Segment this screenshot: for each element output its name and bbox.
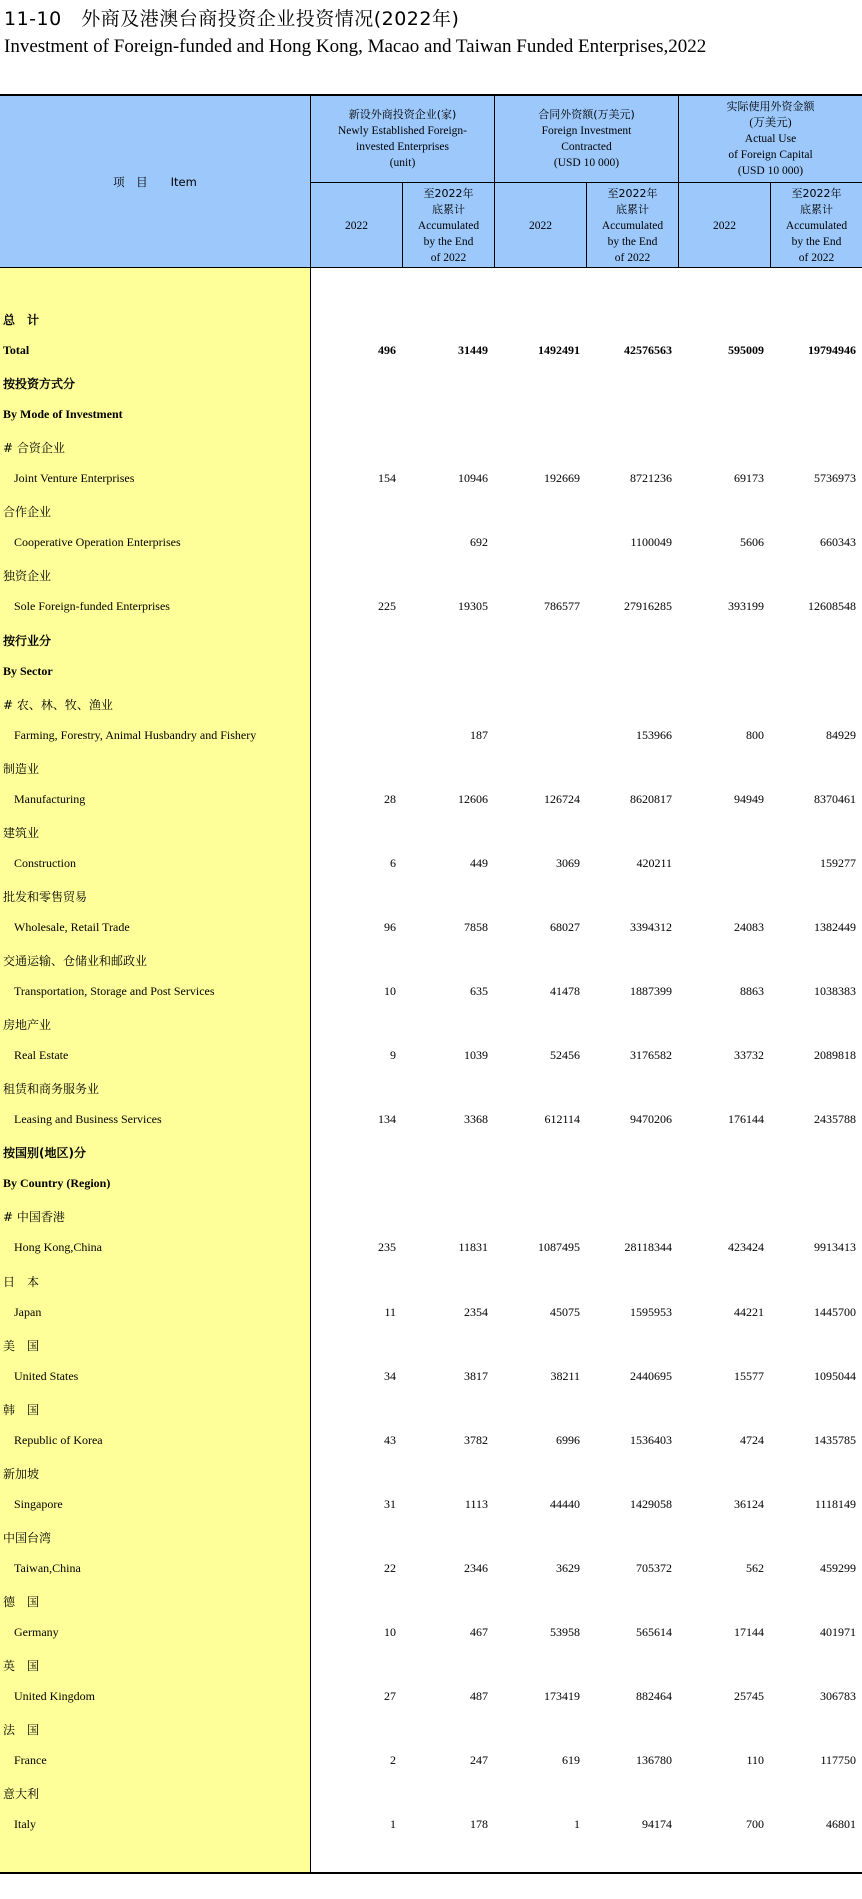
cell-value: 126724 bbox=[544, 792, 580, 806]
cell-value: 154 bbox=[378, 471, 396, 485]
row-label: 按行业分 bbox=[3, 634, 52, 648]
row-label: Transportation, Storage and Post Services bbox=[14, 984, 215, 998]
cell-value: 1536403 bbox=[630, 1433, 672, 1447]
row-label: 日 本 bbox=[3, 1275, 40, 1289]
row-label: Singapore bbox=[14, 1497, 63, 1511]
cell-value: 700 bbox=[746, 1817, 764, 1831]
cell-value: 34 bbox=[384, 1369, 396, 1383]
cell-value: 41478 bbox=[550, 984, 580, 998]
cell-value: 4724 bbox=[740, 1433, 764, 1447]
header-text: (USD 10 000) bbox=[737, 165, 804, 177]
header-year-col1: 2022 bbox=[311, 183, 402, 268]
cell-value: 27916285 bbox=[624, 599, 672, 613]
cell-value: 1445700 bbox=[814, 1305, 856, 1319]
row-label: 法 国 bbox=[3, 1723, 40, 1737]
cell-value: 786577 bbox=[544, 599, 580, 613]
cell-value: 247 bbox=[470, 1753, 488, 1767]
header-text: of 2022 bbox=[614, 251, 651, 264]
header-text: invested Enterprises bbox=[356, 141, 449, 153]
cell-value: 44221 bbox=[734, 1305, 764, 1319]
row-label: Sole Foreign-funded Enterprises bbox=[14, 599, 170, 613]
cell-value: 692 bbox=[470, 535, 488, 549]
row-label: France bbox=[14, 1753, 47, 1767]
cell-value: 800 bbox=[746, 728, 764, 742]
cell-value: 235 bbox=[378, 1240, 396, 1254]
header-text: 新设外商投资企业(家) bbox=[348, 108, 457, 121]
row-label: Leasing and Business Services bbox=[14, 1112, 162, 1126]
cell-value: 1435785 bbox=[814, 1433, 856, 1447]
header-text: 底累计 bbox=[616, 202, 649, 216]
cell-value: 38211 bbox=[550, 1369, 580, 1383]
cell-value: 3394312 bbox=[630, 920, 672, 934]
cell-value: 96 bbox=[384, 920, 396, 934]
header-accum-col4 bbox=[587, 183, 678, 268]
cell-value: 15577 bbox=[734, 1369, 764, 1383]
row-label: Wholesale, Retail Trade bbox=[14, 920, 130, 934]
cell-value: 9470206 bbox=[630, 1112, 672, 1126]
header-text: Actual Use bbox=[744, 133, 797, 145]
cell-value: 225 bbox=[378, 599, 396, 613]
cell-value: 19794946 bbox=[808, 343, 856, 357]
cell-value: 12608548 bbox=[808, 599, 856, 613]
header-text: 至2022年 bbox=[607, 186, 658, 200]
header-text: Accumulated bbox=[601, 219, 664, 232]
header-accum-col6 bbox=[771, 183, 862, 268]
cell-value: 467 bbox=[470, 1625, 488, 1639]
cell-value: 619 bbox=[562, 1753, 580, 1767]
cell-value: 31449 bbox=[458, 343, 488, 357]
header-group-actual-use bbox=[679, 96, 862, 182]
cell-value: 449 bbox=[470, 856, 488, 870]
header-accum-col2 bbox=[403, 183, 494, 268]
cell-value: 1039 bbox=[464, 1048, 488, 1062]
cell-value: 705372 bbox=[636, 1561, 672, 1575]
cell-value: 33732 bbox=[734, 1048, 764, 1062]
cell-value: 6 bbox=[390, 856, 396, 870]
row-label: 新加坡 bbox=[3, 1467, 40, 1481]
row-label: By Country (Region) bbox=[3, 1176, 111, 1190]
row-label: Joint Venture Enterprises bbox=[14, 471, 135, 485]
row-label: 韩 国 bbox=[3, 1403, 40, 1417]
cell-value: 134 bbox=[378, 1112, 396, 1126]
cell-value: 117750 bbox=[820, 1753, 856, 1767]
cell-value: 9 bbox=[390, 1048, 396, 1062]
cell-value: 84929 bbox=[826, 728, 856, 742]
row-label: United States bbox=[14, 1369, 79, 1383]
row-label: Cooperative Operation Enterprises bbox=[14, 535, 181, 549]
header-text: (USD 10 000) bbox=[553, 157, 620, 169]
cell-value: 10946 bbox=[458, 471, 488, 485]
row-label: By Mode of Investment bbox=[3, 407, 123, 421]
row-label: Hong Kong,China bbox=[14, 1240, 102, 1254]
cell-value: 159277 bbox=[820, 856, 856, 870]
header-text: of 2022 bbox=[430, 251, 467, 264]
cell-value: 595009 bbox=[728, 343, 764, 357]
cell-value: 1492491 bbox=[538, 343, 580, 357]
cell-value: 178 bbox=[470, 1817, 488, 1831]
row-label: Farming, Forestry, Animal Husbandry and Fishery bbox=[14, 728, 257, 742]
divider-header bbox=[770, 182, 771, 268]
row-label: 建筑业 bbox=[3, 826, 40, 840]
row-label: 按投资方式分 bbox=[3, 377, 76, 391]
cell-value: 52456 bbox=[550, 1048, 580, 1062]
cell-value: 176144 bbox=[728, 1112, 764, 1126]
header-text: of 2022 bbox=[798, 251, 835, 264]
cell-value: 1118149 bbox=[814, 1497, 856, 1511]
header-text: (unit) bbox=[389, 157, 416, 169]
row-label: 中国台湾 bbox=[3, 1531, 52, 1545]
divider-header bbox=[402, 182, 403, 268]
row-label: Construction bbox=[14, 856, 76, 870]
cell-value: 2354 bbox=[464, 1305, 488, 1319]
cell-value: 420211 bbox=[636, 856, 672, 870]
divider-header bbox=[586, 182, 587, 268]
row-label: Japan bbox=[14, 1305, 42, 1319]
cell-value: 11 bbox=[384, 1305, 396, 1319]
cell-value: 8370461 bbox=[814, 792, 856, 806]
header-item-label: 项 目 Item bbox=[113, 175, 197, 189]
cell-value: 1 bbox=[390, 1817, 396, 1831]
row-label: 英 国 bbox=[3, 1659, 40, 1673]
cell-value: 1095044 bbox=[814, 1369, 856, 1383]
cell-value: 1100049 bbox=[630, 535, 672, 549]
cell-value: 2435788 bbox=[814, 1112, 856, 1126]
cell-value: 22 bbox=[384, 1561, 396, 1575]
row-label: 租赁和商务服务业 bbox=[3, 1082, 100, 1096]
divider-header bbox=[310, 182, 862, 183]
row-label: 独资企业 bbox=[3, 569, 52, 583]
header-item bbox=[0, 96, 310, 268]
cell-value: 8863 bbox=[740, 984, 764, 998]
cell-value: 2440695 bbox=[630, 1369, 672, 1383]
row-label: Republic of Korea bbox=[14, 1433, 103, 1447]
cell-value: 1038383 bbox=[814, 984, 856, 998]
row-label: Germany bbox=[14, 1625, 59, 1639]
cell-value: 69173 bbox=[734, 471, 764, 485]
cell-value: 187 bbox=[470, 728, 488, 742]
header-text: 实际使用外资金额 bbox=[726, 100, 815, 113]
cell-value: 28118344 bbox=[624, 1240, 672, 1254]
header-text: 至2022年 bbox=[423, 186, 474, 200]
cell-value: 882464 bbox=[636, 1689, 672, 1703]
cell-value: 1595953 bbox=[630, 1305, 672, 1319]
bottom-rule bbox=[0, 1872, 862, 1874]
cell-value: 2 bbox=[390, 1753, 396, 1767]
cell-value: 3368 bbox=[464, 1112, 488, 1126]
divider-item-column bbox=[310, 96, 311, 1872]
cell-value: 565614 bbox=[636, 1625, 672, 1639]
row-label: # 中国香港 bbox=[3, 1210, 65, 1224]
row-label: Manufacturing bbox=[14, 792, 86, 806]
cell-value: 1 bbox=[574, 1817, 580, 1831]
cell-value: 11831 bbox=[458, 1240, 488, 1254]
cell-value: 192669 bbox=[544, 471, 580, 485]
cell-value: 43 bbox=[384, 1433, 396, 1447]
cell-value: 173419 bbox=[544, 1689, 580, 1703]
row-label: By Sector bbox=[3, 664, 53, 678]
cell-value: 8620817 bbox=[630, 792, 672, 806]
header-text: 合同外资额(万美元) bbox=[538, 108, 635, 121]
row-label: United Kingdom bbox=[14, 1689, 95, 1703]
cell-value: 36124 bbox=[734, 1497, 764, 1511]
cell-value: 53958 bbox=[550, 1625, 580, 1639]
cell-value: 459299 bbox=[820, 1561, 856, 1575]
cell-value: 423424 bbox=[728, 1240, 764, 1254]
cell-value: 24083 bbox=[734, 920, 764, 934]
cell-value: 3782 bbox=[464, 1433, 488, 1447]
cell-value: 42576563 bbox=[624, 343, 672, 357]
header-text: Contracted bbox=[561, 141, 612, 153]
cell-value: 487 bbox=[470, 1689, 488, 1703]
cell-value: 612114 bbox=[544, 1112, 580, 1126]
cell-value: 1429058 bbox=[630, 1497, 672, 1511]
row-label: 制造业 bbox=[3, 762, 40, 776]
cell-value: 6996 bbox=[556, 1433, 580, 1447]
header-text: Newly Established Foreign- bbox=[337, 125, 468, 137]
row-label: 德 国 bbox=[3, 1595, 40, 1609]
row-label: Italy bbox=[14, 1817, 36, 1831]
cell-value: 393199 bbox=[728, 599, 764, 613]
cell-value: 5606 bbox=[740, 535, 764, 549]
header-text: by the End bbox=[791, 235, 842, 248]
cell-value: 28 bbox=[384, 792, 396, 806]
cell-value: 3176582 bbox=[630, 1048, 672, 1062]
cell-value: 136780 bbox=[636, 1753, 672, 1767]
cell-value: 68027 bbox=[550, 920, 580, 934]
row-label: 合作企业 bbox=[3, 505, 52, 519]
header-group-new-enterprises bbox=[311, 96, 494, 182]
header-year-col5: 2022 bbox=[679, 183, 770, 268]
row-label: 房地产业 bbox=[3, 1018, 52, 1032]
cell-value: 562 bbox=[746, 1561, 764, 1575]
header-text: by the End bbox=[423, 235, 474, 248]
cell-value: 496 bbox=[378, 343, 396, 357]
cell-value: 8721236 bbox=[630, 471, 672, 485]
cell-value: 1087495 bbox=[538, 1240, 580, 1254]
cell-value: 94174 bbox=[642, 1817, 672, 1831]
cell-value: 46801 bbox=[826, 1817, 856, 1831]
cell-value: 3069 bbox=[556, 856, 580, 870]
table-title-en: Investment of Foreign-funded and Hong Kong, Macao and Taiwan Funded Enterprises,2022 bbox=[4, 36, 707, 57]
cell-value: 94949 bbox=[734, 792, 764, 806]
cell-value: 44440 bbox=[550, 1497, 580, 1511]
cell-value: 7858 bbox=[464, 920, 488, 934]
cell-value: 660343 bbox=[820, 535, 856, 549]
row-label: 批发和零售贸易 bbox=[3, 890, 88, 904]
header-text: 底累计 bbox=[432, 202, 465, 216]
cell-value: 635 bbox=[470, 984, 488, 998]
header-text: Accumulated bbox=[417, 219, 480, 232]
row-label: Real Estate bbox=[14, 1048, 69, 1062]
cell-value: 1113 bbox=[464, 1497, 488, 1511]
header-text: 至2022年 bbox=[791, 186, 842, 200]
row-label: 交通运输、仓储业和邮政业 bbox=[3, 954, 148, 968]
cell-value: 19305 bbox=[458, 599, 488, 613]
cell-value: 12606 bbox=[458, 792, 488, 806]
header-year-col3: 2022 bbox=[495, 183, 586, 268]
header-text: Accumulated bbox=[785, 219, 848, 232]
cell-value: 110 bbox=[746, 1753, 764, 1767]
header-text: 底累计 bbox=[800, 202, 833, 216]
row-label: # 农、林、牧、渔业 bbox=[3, 698, 113, 712]
row-label: Total bbox=[3, 343, 30, 357]
cell-value: 1382449 bbox=[814, 920, 856, 934]
cell-value: 2089818 bbox=[814, 1048, 856, 1062]
header-text: by the End bbox=[607, 235, 658, 248]
cell-value: 3817 bbox=[464, 1369, 488, 1383]
cell-value: 9913413 bbox=[814, 1240, 856, 1254]
header-group-contracted bbox=[495, 96, 678, 182]
cell-value: 27 bbox=[384, 1689, 396, 1703]
cell-value: 45075 bbox=[550, 1305, 580, 1319]
cell-value: 5736973 bbox=[814, 471, 856, 485]
cell-value: 1887399 bbox=[630, 984, 672, 998]
row-label: 美 国 bbox=[3, 1339, 40, 1353]
cell-value: 10 bbox=[384, 984, 396, 998]
row-label: 按国别(地区)分 bbox=[3, 1146, 86, 1160]
row-label: # 合资企业 bbox=[3, 441, 65, 455]
cell-value: 17144 bbox=[734, 1625, 764, 1639]
cell-value: 306783 bbox=[820, 1689, 856, 1703]
cell-value: 2346 bbox=[464, 1561, 488, 1575]
cell-value: 3629 bbox=[556, 1561, 580, 1575]
header-text: (万美元) bbox=[749, 117, 792, 129]
cell-value: 153966 bbox=[636, 728, 672, 742]
table-title-cn: 11-10 外商及港澳台商投资企业投资情况(2022年) bbox=[4, 8, 460, 30]
cell-value: 10 bbox=[384, 1625, 396, 1639]
header-text: of Foreign Capital bbox=[728, 149, 813, 161]
header-text: Foreign Investment bbox=[541, 125, 632, 137]
row-label: 意大利 bbox=[3, 1787, 40, 1801]
cell-value: 25745 bbox=[734, 1689, 764, 1703]
cell-value: 31 bbox=[384, 1497, 396, 1511]
cell-value: 401971 bbox=[820, 1625, 856, 1639]
row-label: 总 计 bbox=[3, 313, 40, 327]
row-label: Taiwan,China bbox=[14, 1561, 81, 1575]
